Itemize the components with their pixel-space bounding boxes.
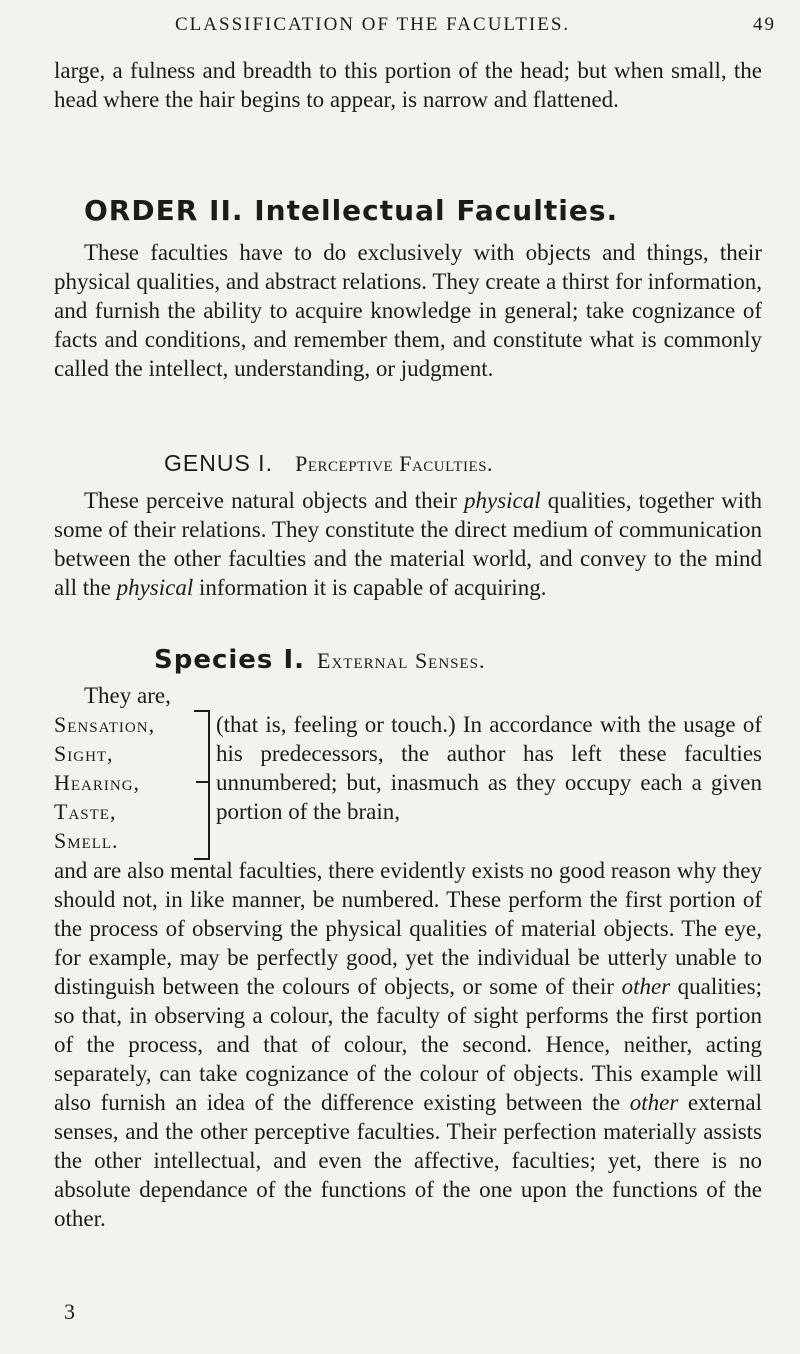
- species-paragraph: [54, 856, 762, 1233]
- genus-label: GENUS I.: [164, 450, 273, 476]
- species-title: External Senses.: [317, 648, 486, 673]
- genus-paragraph: [54, 486, 762, 602]
- brace-point: [196, 781, 208, 783]
- brace: [194, 710, 210, 860]
- intro-paragraph: [54, 56, 762, 114]
- genus-text: These perceive natural objects and their physical qualities, together with some of their relations. They constitute the direct medium of communication between the other faculties and the material world, and convey to the mind all the physical information it is capable of acquiring.: [54, 488, 762, 600]
- running-head-title: CLASSIFICATION OF THE FACULTIES.: [175, 14, 571, 35]
- senses-list: [54, 710, 155, 855]
- signature-mark: 3: [64, 1299, 75, 1324]
- sense-item: Sight,: [54, 741, 114, 766]
- order-paragraph: [54, 238, 762, 383]
- sense-item: Sensation,: [54, 712, 156, 737]
- species-label: Species I.: [154, 645, 306, 675]
- order-heading: ORDER II. Intellectual Faculties.: [84, 194, 619, 227]
- genus-heading: [164, 450, 493, 477]
- sense-item: Smell.: [54, 828, 119, 853]
- they-are: They are,: [84, 683, 171, 708]
- sense-item: Hearing,: [54, 770, 141, 795]
- intro-text: large, a fulness and breadth to this portion of the head; but when small, the head where the hair begins to appear, is narrow and flattened.: [54, 58, 762, 112]
- genus-title: Perceptive Faculties.: [295, 451, 494, 476]
- page-number: 49: [753, 14, 776, 35]
- running-head: [0, 10, 800, 40]
- sense-item: Taste,: [54, 799, 117, 824]
- order-text: These faculties have to do exclusively with objects and things, their physical qualities, and abstract relations. They create a thirst for information, and furnish the ability to acquire knowledge in general; take cognizance of facts and conditions, and remember them, and constitute what is commonly called the intellect, understanding, or judgment.: [54, 240, 762, 381]
- senses-note-text: (that is, feeling or touch.) In accordance with the usage of his predecessors, the author has left these faculties unnumbered; but, inasmuch as they occupy each a given portion of the brain,: [216, 712, 762, 824]
- senses-note: [216, 710, 762, 826]
- species-text: and are also mental faculties, there evidently exists no good reason why they should not, in like manner, be numbered. These perform the first portion of the process of observing the physical qualities of material objects. The eye, for example, may be perfectly good, yet the individual be utterly unable to distinguish between the colours of objects, or some of their other qualities; so that, in observing a colour, the faculty of sight performs the first portion of the process, and that of colour, the second. Hence, neither, acting separately, can take cognizance of the colour of objects. This example will also furnish an idea of the difference existing between the other external senses, and the other perceptive faculties. Their perfection materially assists the other intellectual, and even the affective, faculties; yet, there is no absolute dependance of the functions of the one upon the functions of the other.: [54, 858, 763, 1231]
- species-heading: [154, 645, 486, 675]
